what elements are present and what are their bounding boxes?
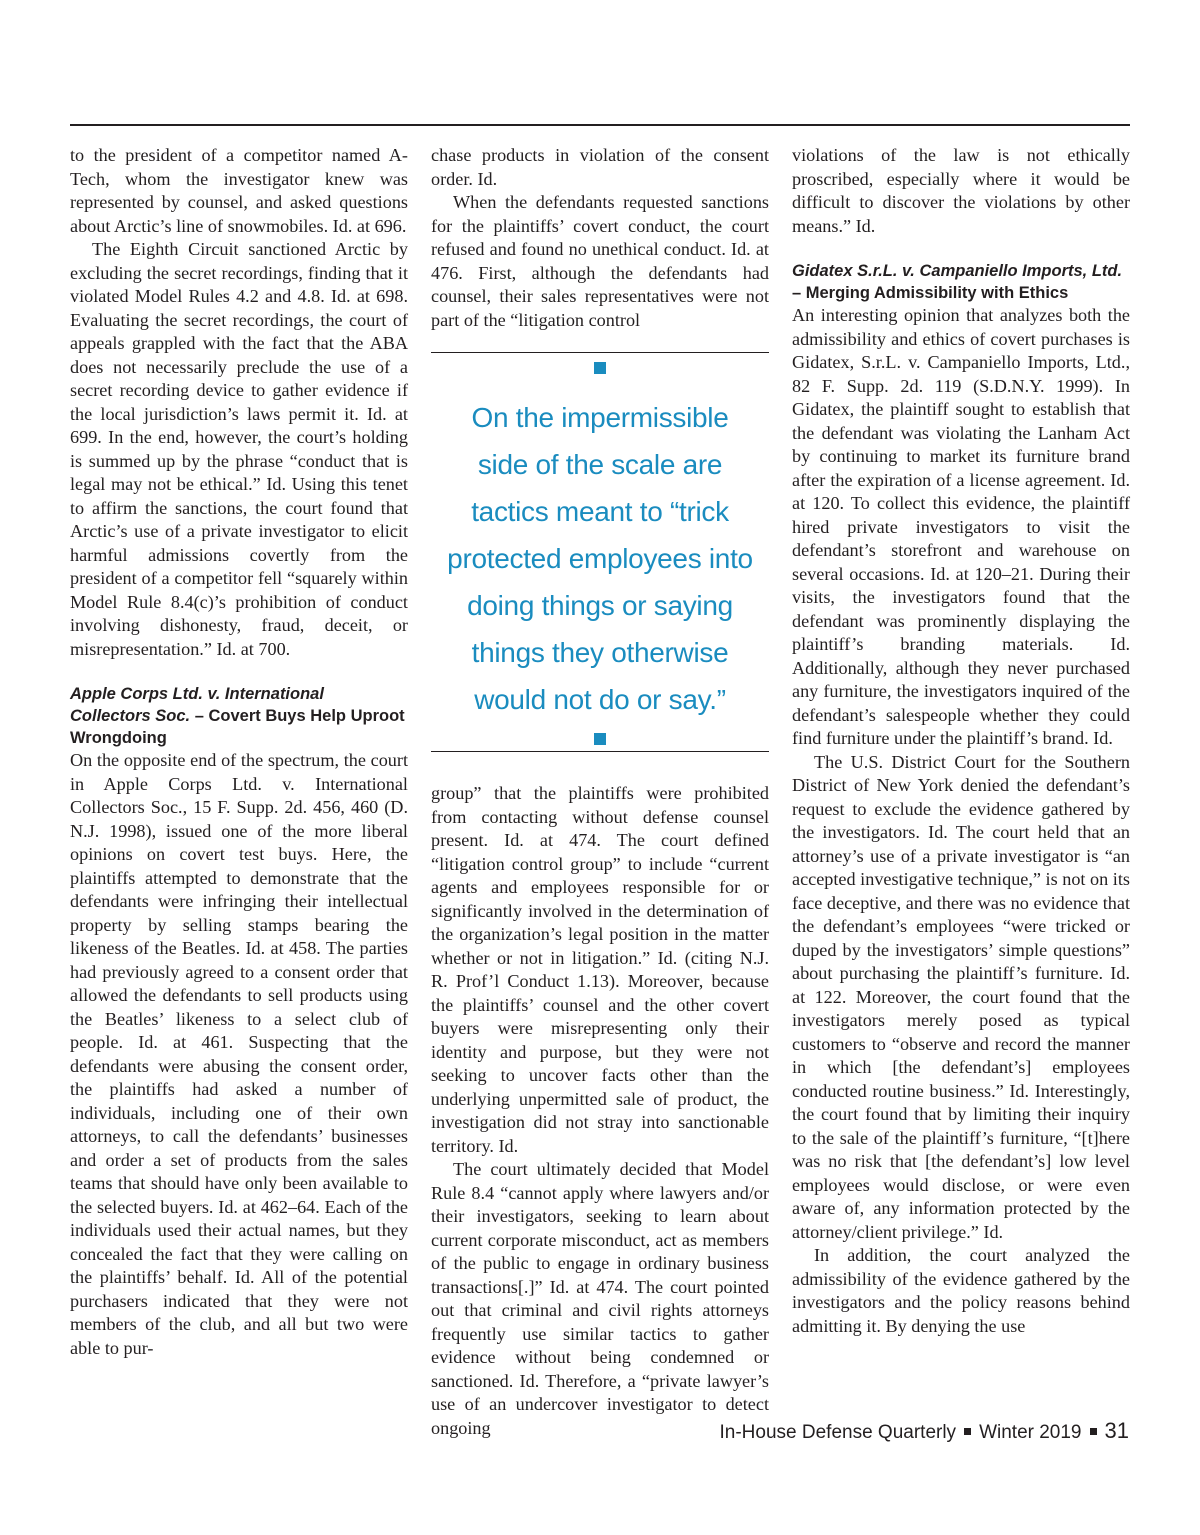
issue-date: Winter 2019 [979,1422,1082,1443]
section-heading [70,683,408,749]
bullet-separator-icon [1090,1428,1097,1435]
section-heading [792,260,1130,304]
pull-quote-square-icon [594,362,606,374]
paragraph: The Eighth Circuit sanctioned Arctic by excluding the secret recordings, finding that it violated Model Rules 4.2 and 4.8. Id. at 698. Evaluating the secret recordings, the court of appeals grappled with the fact that the ABA does not necessarily preclude the use of a secret recording device to gather evidence if the local jurisdiction’s laws permit it. Id. at 699. In the end, however, the court’s holding is summed up by the phrase “conduct that is legal may not be ethical.” Id. Using this tenet to affirm the sanctions, the court found that Arctic’s use of a private investigator to elicit harmful admissions covertly from the president of a competitor fell “squarely within Model Rule 8.4(c)’s prohibition of conduct involving dishonesty, fraud, deceit, or misrepresentation.” Id. at 700. [70,239,408,659]
top-rule [70,124,1130,126]
bullet-separator-icon [964,1428,971,1435]
paragraph: In addition, the court analyzed the admissibility of the evidence gathered by the investigators and the policy reasons behind admitting it. By denying the use [792,1245,1130,1336]
pull-quote-line: On the impermissible [471,402,729,433]
paragraph: chase products in violation of the consent order. Id. [431,145,769,189]
paragraph: An interesting opinion that analyzes both the admissibility and ethics of covert purchases is Gidatex, S.r.L. v. Campaniello Imports, Ltd., 82 F. Supp. 2d. 119 (S.D.N.Y. 1999). In Gidatex, the plaintiff sought to establish that the defendant was violating the Lanham Act by continuing to market its furniture brand after the expiration of a license agreement. Id. at 120. To collect this evidence, the plaintiff hired private investigators to visit the defendant’s storefront and warehouse on several occasions. Id. at 120–21. During their visits, the investigators found that the defendant was prominently displaying the plaintiff’s branding materials. Id. Additionally, although they never purchased any furniture, the investigators inquired of the defendant’s salespeople whether they could find furniture under the plaintiff’s brand. Id. [792,305,1130,748]
paragraph: On the opposite end of the spectrum, the court in Apple Corps Ltd. v. International Collectors Soc., 15 F. Supp. 2d. 456, 460 (D. N.J. 1998), issued one of the more liberal opinions on covert test buys. Here, the plaintiffs attempted to demonstrate that the defendants were infringing their intellectual property by selling stamps bearing the likeness of the Beatles. Id. at 458. The parties had previously agreed to a consent order that allowed the defendants to sell products using the Beatles’ likeness to a select club of people. Id. at 461. Suspecting that the defendants were abusing the consent order, the plaintiffs had asked a number of individuals, including one of their own attorneys, to call the defendants’ businesses and order a set of products from the sales teams that should have only been available to the selected buyers. Id. at 462–64. Each of the individuals used their actual names, but they concealed the fact that they were calling on the plaintiffs’ behalf. Id. All of the potential purchasers indicated that they were not members of the club, and all but two were able to pur- [70,750,408,1358]
heading-case-name: Apple Corps Ltd. v. International Collectors Soc. [70,685,324,725]
column-2-top [431,144,769,332]
column-1 [70,144,408,1360]
column-3 [792,144,1130,1338]
pull-quote-rule-bottom [431,751,769,752]
pull-quote-rule-top [431,352,769,353]
pull-quote [431,352,769,752]
pull-quote-line: side of the scale are [477,449,723,480]
paragraph: violations of the law is not ethically proscribed, especially where it would be difficult to discover the violations by other means.” Id. [792,145,1130,236]
paragraph: The U.S. District Court for the Southern District of New York denied the defendant’s request to exclude the evidence gathered by the investigators. Id. The court held that an attorney’s use of a private investigator is “an accepted investigative technique,” is not on its face deceptive, and there was no evidence that the defendant’s employees “were tricked or duped by the investigators’ simple questions” about purchasing the plaintiff’s furniture. Id. at 122. Moreover, the court found that the investigators merely posed as typical customers to “observe and record the manner in which [the defendant’s] employees conducted routine business.” Id. Interestingly, the court found that by limiting their inquiry to the sale of the plaintiff’s furniture, “[t]here was no risk that [the defendant’s] low level employees would disclose, or were even aware of, any information protected by the attorney/client privilege.” Id. [792,751,1130,1242]
paragraph: The court ultimately decided that Model Rule 8.4 “cannot apply where lawyers and/or their investigators, seeking to learn about current corporate misconduct, act as members of the public to engage in ordinary business transactions[.]” Id. at 474. The court pointed out that criminal and civil rights attorneys frequently use similar tactics to gather evidence without being condemned or sanctioned. Id. Therefore, a “private lawyer’s use of an undercover investigator to detect ongoing [431,1159,769,1438]
page-footer [720,1418,1130,1444]
heading-case-name: Gidatex S.r.L. v. Campaniello Imports, Ltd. [792,262,1123,280]
pull-quote-text [431,394,769,723]
publication-name: In-House Defense Quarterly [719,1422,957,1443]
pull-quote-line: doing things or saying [467,590,733,621]
pull-quote-square-icon [594,733,606,745]
pull-quote-line: would not do or say.” [474,684,726,715]
paragraph: to the president of a competitor named A-Tech, whom the investigator knew was represented by counsel, and asked questions about Arctic’s line of snowmobiles. Id. at 696. [70,145,408,236]
heading-subtitle: – Merging Admissibility with Ethics [792,284,1069,302]
column-2-bottom [431,782,769,1440]
heading-subtitle: – Covert Buys Help Uproot Wrongdoing [70,707,405,747]
pull-quote-line: things they otherwise [471,637,729,668]
paragraph: group” that the plaintiffs were prohibited from contacting without defense counsel present. Id. at 474. The court defined “litigation control group” to include “current agents and employees responsible for or significantly involved in the determination of the organization’s legal position in the matter whether or not in litigation.” Id. (citing N.J. R. Prof’l Conduct 1.13). Moreover, because the plaintiffs’ counsel and the other covert buyers were misrepresenting only their identity and purpose, but they were not seeking to uncover facts other than the underlying unpermitted sale of product, the investigation did not stray into sanctionable territory. Id. [431,783,769,1156]
pull-quote-line: protected employees into [447,543,753,574]
paragraph: When the defendants requested sanctions for the plaintiffs’ covert conduct, the court refused and found no unethical conduct. Id. at 476. First, although the defendants had counsel, their sales representatives were not part of the “litigation control [431,192,769,330]
pull-quote-line: tactics meant to “trick [471,496,729,527]
page-number: 31 [1104,1418,1129,1443]
